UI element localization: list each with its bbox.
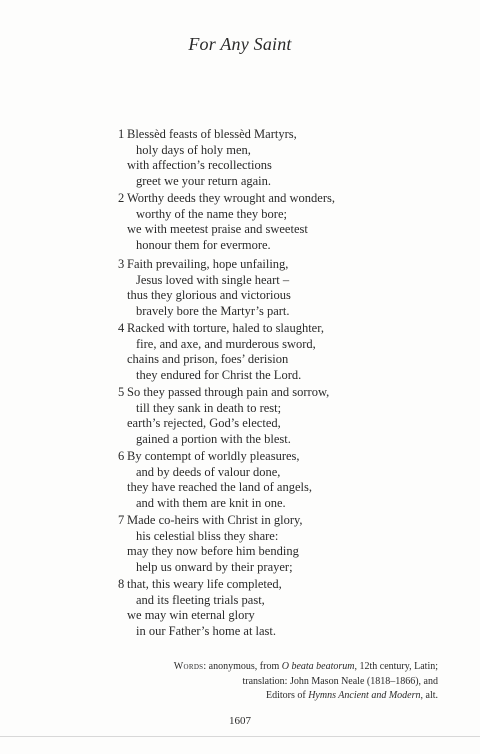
credits-line-1 [174, 660, 438, 675]
verse-line: gained a portion with the blest. [136, 432, 291, 447]
source-title: O beata beatorum [281, 661, 355, 672]
verse-line: we may win eternal glory [127, 608, 255, 623]
page-number: 1607 [229, 715, 251, 727]
credits-line-3 [174, 689, 438, 704]
verse-line: Racked with torture, haled to slaughter, [127, 321, 325, 335]
verse-number: 2 [118, 191, 125, 205]
credits-text: Editors of [265, 690, 309, 702]
verse-number: 6 [118, 449, 125, 463]
verse-line: Blessèd feasts of blessèd Martyrs, [127, 127, 297, 141]
credits-text: , alt. [420, 690, 438, 702]
verse-3 [118, 257, 291, 320]
verse-line: bravely bore the Martyr’s part. [136, 304, 290, 319]
verse-line: may they now before him bending [127, 544, 299, 559]
verse-line: Worthy deeds they wrought and wonders, [127, 191, 335, 205]
credits [174, 660, 438, 704]
verse-line: Jesus loved with single heart – [136, 272, 290, 287]
verse-line: Faith prevailing, hope unfailing, [127, 257, 289, 271]
verse-line: Made co-heirs with Christ in glory, [127, 513, 303, 527]
verse-line: chains and prison, foes’ derision [127, 352, 289, 367]
verse-line: his celestial bliss they share: [136, 528, 279, 543]
verse-line: and with them are knit in one. [136, 496, 286, 511]
verse-line: they have reached the land of angels, [127, 480, 312, 495]
verse-line: till they sank in death to rest; [136, 400, 282, 415]
verse-line: and by deeds of valour done, [136, 464, 281, 479]
verse-8 [118, 577, 282, 640]
verse-line: with affection’s recollections [127, 158, 272, 173]
verse-line: help us onward by their prayer; [136, 560, 293, 575]
verse-2 [118, 191, 335, 254]
verse-line: we with meetest praise and sweetest [127, 222, 308, 237]
verse-number: 8 [118, 577, 125, 591]
verse-6 [118, 449, 312, 512]
verse-line: in our Father’s home at last. [136, 624, 277, 639]
verse-line: So they passed through pain and sorrow, [127, 385, 330, 399]
verse-number: 7 [118, 513, 125, 527]
verse-line: fire, and axe, and murderous sword, [136, 336, 316, 351]
verse-line: they endured for Christ the Lord. [136, 368, 302, 383]
verse-1 [118, 127, 297, 190]
verse-number: 1 [118, 127, 125, 141]
verse-line: and its fleeting trials past, [136, 592, 265, 607]
verse-5 [118, 385, 330, 448]
verse-number: 4 [118, 321, 125, 335]
verse-4 [118, 321, 325, 384]
verse-line: earth’s rejected, God’s elected, [127, 416, 281, 431]
book-title: Hymns Ancient and Modern [308, 690, 421, 702]
verse-number: 3 [118, 257, 125, 271]
credits-text: : anonymous, from [203, 661, 282, 672]
verse-7 [118, 513, 303, 576]
credits-text: , 12th century, Latin; [354, 661, 438, 672]
verse-line: thus they glorious and victorious [127, 288, 291, 303]
verse-number: 5 [118, 385, 125, 399]
hymn-title: For Any Saint [188, 34, 292, 54]
footer-rule [0, 736, 480, 737]
verse-line: holy days of holy men, [136, 142, 251, 157]
verse-line: greet we your return again. [136, 174, 272, 189]
verse-line: worthy of the name they bore; [136, 206, 287, 221]
verse-line: honour them for evermore. [136, 238, 271, 253]
verse-line: that, this weary life completed, [127, 577, 282, 591]
credits-line-2: translation: John Mason Neale (1818–1866), and [242, 675, 438, 687]
verse-line: By contempt of worldly pleasures, [127, 449, 300, 463]
words-label: Words [173, 661, 204, 672]
